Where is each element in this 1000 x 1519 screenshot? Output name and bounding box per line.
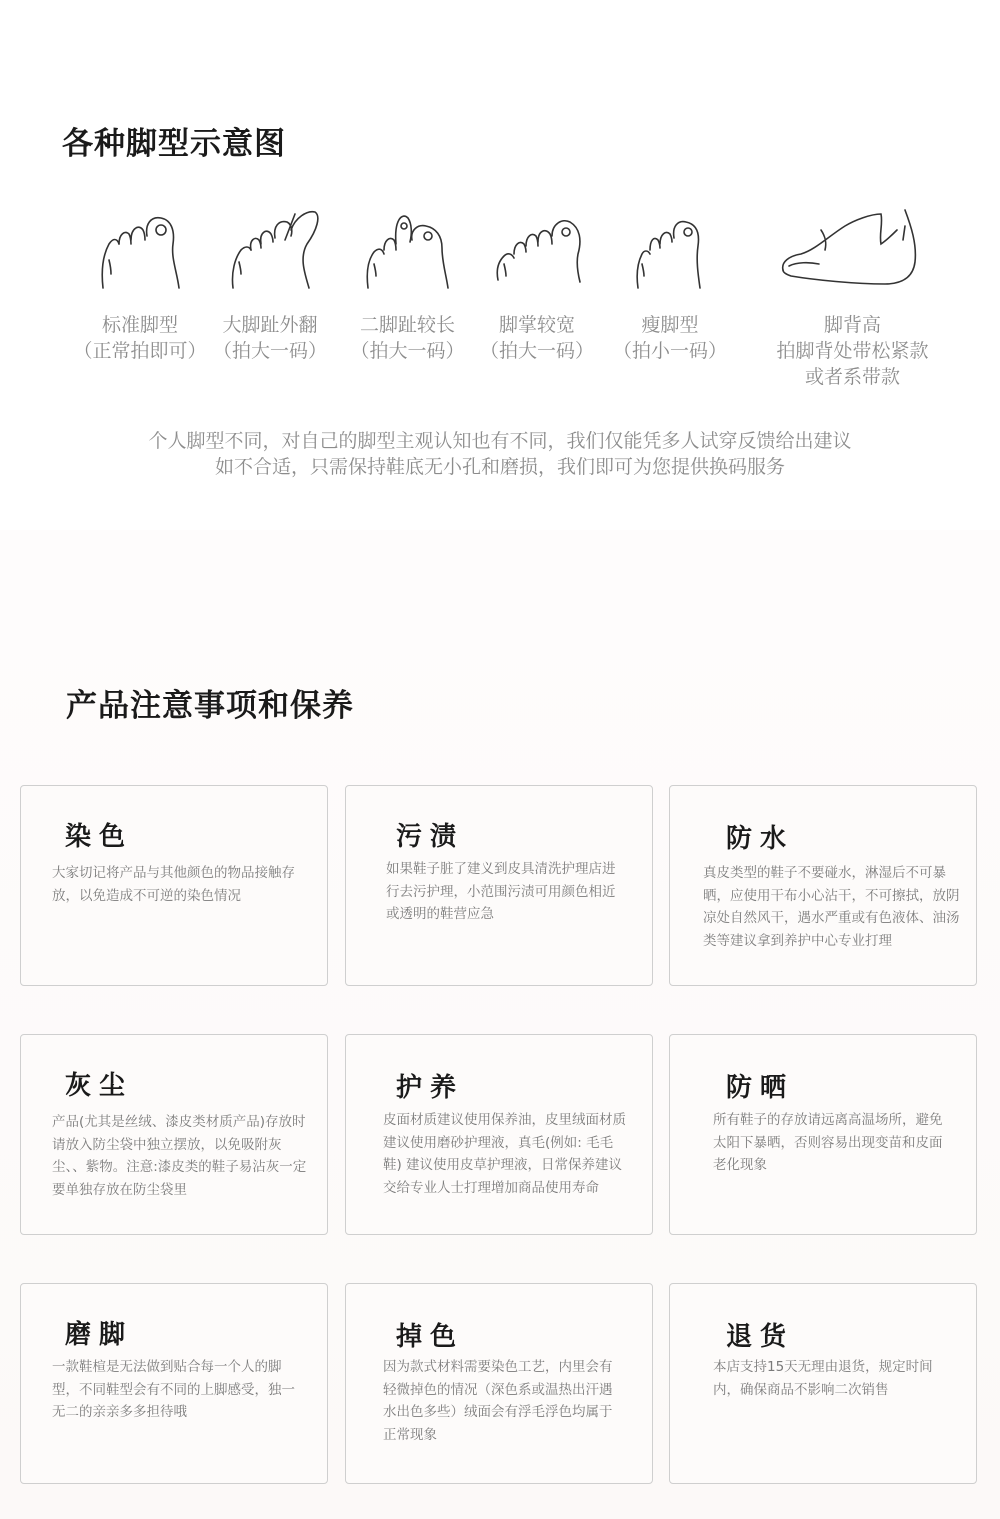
bunion-foot-icon — [225, 200, 325, 295]
foot-type-advice: （拍大一码） — [212, 340, 327, 362]
high-instep-foot-icon — [775, 200, 925, 295]
care-card-title: 灰尘 — [65, 1071, 134, 1101]
care-card-desc: 真皮类型的鞋子不要碰水，淋湿后不可暴晒，应使用干布小心沾干，不可擦拭，放阴凉处自然风干，遇水严重或有色液体、油汤类等建议拿到养护中心专业打理 — [703, 865, 960, 949]
care-card-return — [669, 1283, 977, 1484]
foot-type-wide — [472, 312, 602, 364]
foot-type-name: 瘦脚型 — [641, 314, 699, 336]
care-card-title: 防晒 — [726, 1073, 795, 1103]
fit-note-line2: 如不合适，只需保持鞋底无小孔和磨损，我们即可为您提供换码服务 — [214, 456, 785, 478]
foot-type-name: 大脚趾外翻 — [222, 314, 318, 336]
care-card-desc: 本店支持15天无理由退货，规定时间内，确保商品不影响二次销售 — [713, 1359, 933, 1398]
foot-type-name: 脚掌较宽 — [498, 314, 575, 336]
care-card-dust — [20, 1034, 328, 1235]
wide-foot-icon — [492, 200, 587, 295]
foot-type-slim — [605, 312, 735, 364]
care-card-title: 染色 — [65, 822, 134, 852]
care-card-desc: 大家切记将产品与其他颜色的物品接触存放，以免造成不可逆的染色情况 — [52, 865, 295, 904]
foot-type-high-instep — [760, 312, 945, 390]
foot-type-advice: （拍小一码） — [612, 340, 727, 362]
care-card-desc: 如果鞋子脏了建义到皮具清洗护理店进行去污护理，小范围污渍可用颜色相近或透明的鞋营应急 — [386, 861, 616, 922]
foot-type-advice: （正常拍即可） — [73, 340, 207, 362]
care-card-title: 掉色 — [396, 1322, 465, 1352]
foot-type-long-second-toe — [340, 312, 475, 364]
care-card-title: 退货 — [726, 1322, 795, 1352]
care-card-waterproof — [669, 785, 977, 986]
long-second-toe-foot-icon — [362, 200, 457, 295]
foot-type-advice: 拍脚背处带松紧款 — [776, 340, 929, 362]
care-card-sun-protection — [669, 1034, 977, 1235]
care-card-desc: 所有鞋子的存放请远离高温场所，避免太阳下暴晒，否则容易出现变苗和皮面老化现象 — [713, 1112, 943, 1173]
foot-type-name: 脚背高 — [823, 314, 881, 336]
care-card-title: 磨脚 — [65, 1320, 134, 1350]
care-card-desc: 产品(尤其是丝绒、漆皮类材质产品)存放时请放入防尘袋中独立摆放，以免吸附灰尘、、紫物。注意:漆皮类的鞋子易沾灰一定要单独存放在防尘袋里 — [52, 1114, 307, 1198]
foot-type-advice-line2: 或者系带款 — [804, 366, 900, 388]
care-card-dyeing — [20, 785, 328, 986]
care-card-chafing — [20, 1283, 328, 1484]
fit-note-line1: 个人脚型不同，对自己的脚型主观认知也有不同，我们仅能凭多人试穿反馈给出建议 — [148, 430, 852, 452]
care-card-color-fading — [345, 1283, 653, 1484]
care-section-title: 产品注意事项和保养 — [66, 688, 354, 724]
foot-type-standard — [70, 312, 210, 364]
care-card-desc: 因为款式材料需要染色工艺，内里会有轻微掉色的情况（深色系或温热出汗遇水出色多些）绒面会有浮毛浮色均属于正常现象 — [383, 1359, 613, 1443]
care-card-desc: 皮面材质建议使用保养油，皮里绒面材质建议使用磨砂护理液，真毛(例如: 毛毛鞋) 建议使用皮草护理液，日常保养建议交给专业人士打理增加商品使用寿命 — [383, 1112, 626, 1196]
care-card-title: 防水 — [726, 824, 795, 854]
foot-type-advice: （拍大一码） — [350, 340, 465, 362]
care-card-title: 污渍 — [396, 822, 465, 852]
foot-section-title: 各种脚型示意图 — [62, 126, 286, 162]
foot-type-bunion — [205, 312, 335, 364]
care-card-stain — [345, 785, 653, 986]
care-card-title: 护养 — [396, 1073, 465, 1103]
care-card-maintenance — [345, 1034, 653, 1235]
standard-foot-icon — [95, 200, 185, 295]
foot-type-name: 二脚趾较长 — [359, 314, 455, 336]
foot-type-advice: （拍大一码） — [479, 340, 594, 362]
slim-foot-icon — [630, 200, 710, 295]
foot-type-name: 标准脚型 — [101, 314, 178, 336]
care-card-desc: 一款鞋楦是无法做到贴合每一个人的脚型，不同鞋型会有不同的上脚感受，独一无二的亲亲多多担待哦 — [52, 1359, 295, 1420]
